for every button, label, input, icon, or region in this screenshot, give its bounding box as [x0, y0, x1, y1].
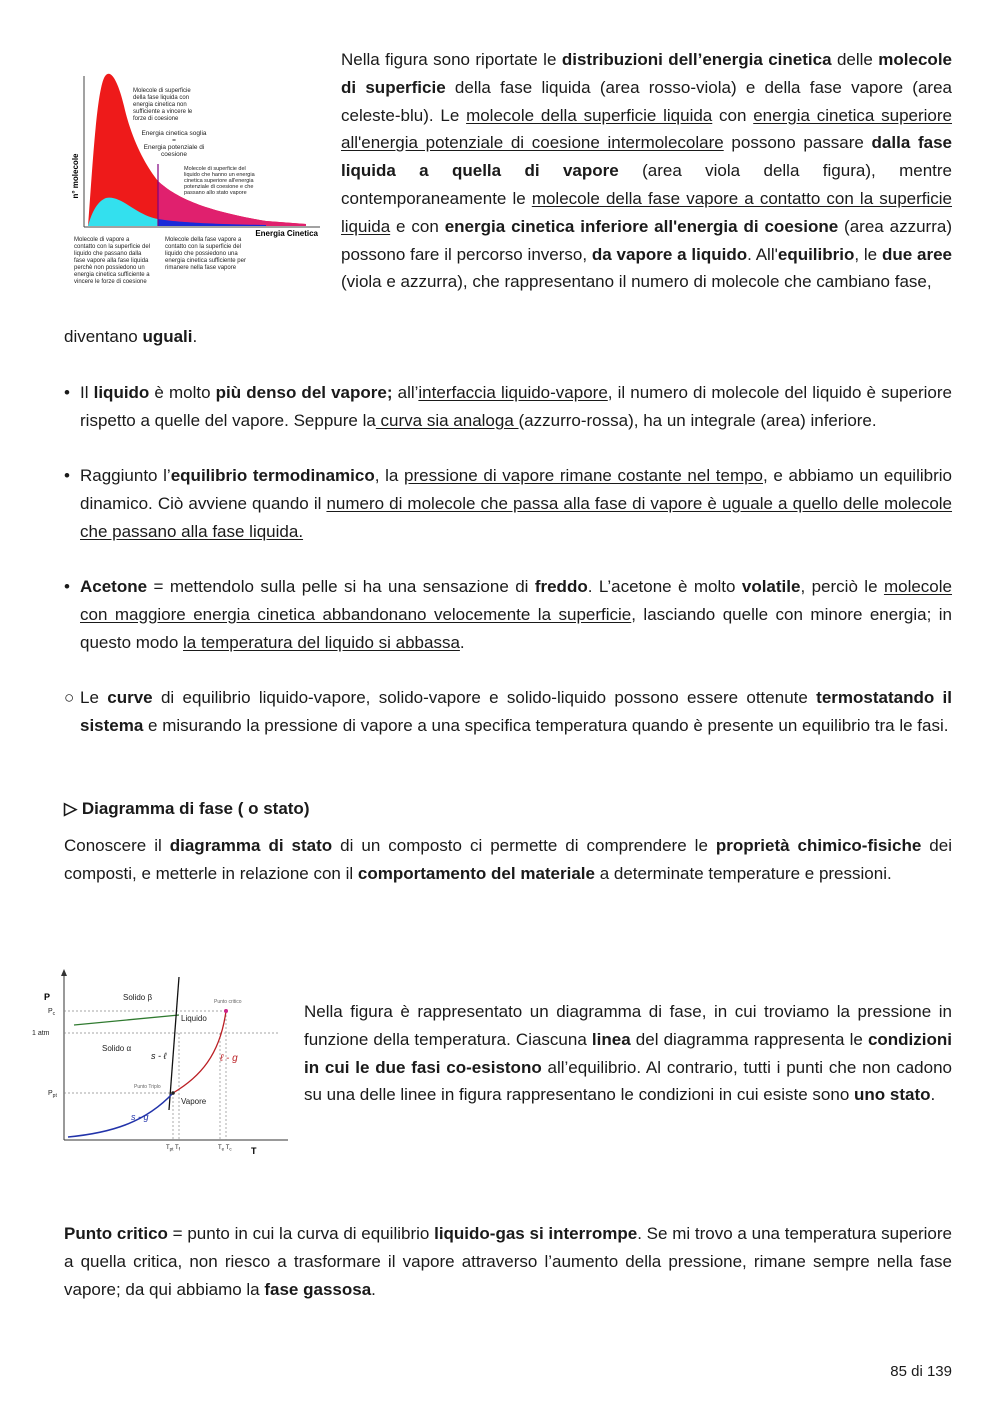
fig2-solido-beta: Solido β [123, 993, 153, 1002]
svg-text:energia cinetica sufficiente p: energia cinetica sufficiente per [165, 258, 246, 264]
svg-text:passano allo stato vapore: passano allo stato vapore [184, 190, 247, 196]
svg-text:liquido che hanno un energia: liquido che hanno un energia [184, 172, 255, 178]
phase-diagram-description: Nella figura è rappresentato un diagramma di fase, in cui troviamo la pressione in funzione della temperatura. Ciascuna linea del diagramma rappresenta le condizioni in cui le due fasi co-esistono all’equilibrio. Al contrario, tutti i punti che non cadono su una delle linee in figura rappresentano le condizioni in cui esiste sono uno stato. [304, 1002, 952, 1105]
svg-text:fase vapore alla fase liquida: fase vapore alla fase liquida [74, 258, 149, 264]
svg-text:liquido che passano dalla: liquido che passano dalla [74, 251, 142, 257]
fig2-t-axis: T [251, 1146, 257, 1156]
fig1-annot-bottom-left [74, 237, 150, 285]
fig2-l-g-label: ℓ - g [220, 1053, 238, 1064]
svg-text:della fase liquida con: della fase liquida con [133, 95, 190, 101]
circle-bullet-symbol: ○ [64, 688, 75, 707]
svg-text:energia cinetica sufficiente a: energia cinetica sufficiente a [74, 272, 150, 278]
svg-text:Energia cinetica soglia: Energia cinetica soglia [141, 130, 207, 137]
svg-text:vincere le forze di coesione: vincere le forze di coesione [74, 279, 147, 285]
fig1-ylabel: n° molecole [71, 153, 80, 199]
fig1-annot-top [133, 88, 193, 122]
fig2-tpt-tf-label: $T_{pt}$ $T_f$ [166, 1145, 180, 1152]
critical-point-paragraph: Punto critico = punto in cui la curva di equilibrio liquido-gas si interrompe. Se mi trovo a una temperatura superiore a quella critica, non riesco a trasformare il vapore attraverso l’aumento della pressione, rimane sempre nella fase vapore; da qui abbiamo la fase gassosa. [64, 1224, 952, 1299]
bullet-equilibrium-curves: Le curve di equilibrio liquido-vapore, solido-vapore e solido-liquido possono essere ottenute termostatando il sistema e misurando la pressione di vapore a una specifica temperatura quando è presente un equilibrio tra le fasi. [80, 688, 952, 735]
bullet-symbol: • [64, 577, 70, 596]
svg-text:contatto con la superficie del: contatto con la superficie del [165, 244, 242, 250]
fig2-liquido: Liquido [181, 1014, 207, 1023]
svg-text:Molecole della fase vapore a: Molecole della fase vapore a [165, 237, 242, 243]
page-number: 85 di 139 [890, 1363, 952, 1380]
fig2-s-g-label: s - g [131, 1112, 149, 1122]
bullet-liquid-density: Il liquido è molto più denso del vapore; all’interfaccia liquido-vapore, il numero di molecole del liquido è superiore rispetto a quelle del vapore. Seppure la curva sia analoga (azzurro-rossa), ha un integrale (area) inferiore. [80, 383, 952, 430]
fig1-annot-mid [141, 130, 206, 158]
svg-text:Molecole di vapore a: Molecole di vapore a [74, 237, 130, 243]
fig2-punto-critico: Punto critico [214, 999, 242, 1005]
section-heading-text: Diagramma di fase ( o stato) [81, 799, 310, 818]
bullet-acetone: Acetone = mettendolo sulla pelle si ha una sensazione di freddo. L’acetone è molto volatile, perciò le molecole con maggiore energia cinetica abbandonano velocemente la superficie, lasciando quelle con minore energia; in questo modo la temperatura del liquido si abbassa. [80, 577, 952, 652]
fig2-p-axis: P [44, 992, 51, 1002]
fig1-xlabel: Energia Cinetica [255, 229, 318, 238]
energy-distribution-figure [66, 46, 324, 291]
fig1-annot-bottom-right [165, 237, 246, 271]
svg-text:Molecole di superficie: Molecole di superficie [133, 88, 191, 94]
bullet-symbol: • [64, 383, 70, 402]
svg-text:=: = [172, 137, 176, 144]
fig2-s-l-label: s - ℓ [151, 1051, 167, 1061]
energy-distribution-paragraph: Nella figura sono riportate le distribuzioni dell’energia cinetica delle molecole di superficie della fase liquida (area rosso-viola) e della fase vapore (area celeste-blu). Le molecole della superficie liquida con energia cinetica superiore all'energia potenziale di coesione intermolecolare possono passare dalla fase liquida a quella di vapore (area viola della figura), mentre contemporaneamente le molecole della fase vapore a contatto con la superficie liquida e con energia cinetica inferiore all'energia di coesione (area azzurra) possono fare il percorso inverso, da vapore a liquido. All'equilibrio, le due aree (viola e azzurra), che rappresentano il numero di molecole che cambiano fase, [341, 50, 952, 292]
svg-text:cinetica superiore all'energia: cinetica superiore all'energia [184, 178, 254, 184]
svg-text:rimanere nella fase vapore: rimanere nella fase vapore [165, 265, 237, 271]
fig2-ppt-label: $P_{pt}$ [48, 1090, 57, 1099]
svg-text:potenziale di coesione e che: potenziale di coesione e che [184, 184, 254, 190]
fig2-te-tc-label: $T_e$ $T_c$ [218, 1145, 232, 1152]
svg-text:sufficiente a vincere le: sufficiente a vincere le [133, 109, 193, 115]
svg-text:Molecole di superficie del: Molecole di superficie del [184, 166, 246, 172]
svg-text:contatto con la superficie del: contatto con la superficie del [74, 244, 151, 250]
svg-text:perchè non possiedono un: perchè non possiedono un [74, 265, 145, 271]
fig2-pc-label: $P_c$ [48, 1008, 56, 1017]
bullet-symbol: • [64, 466, 70, 485]
triangle-icon: ▷ [64, 799, 78, 818]
section-heading [64, 796, 309, 822]
svg-text:forze di coesione: forze di coesione [133, 116, 179, 122]
phase-diagram-intro-paragraph: Conoscere il diagramma di stato di un composto ci permette di comprendere le proprietà chimico-fisiche dei composti, e metterle in relazione con il comportamento del materiale a determinate temperature e pressioni. [64, 836, 952, 883]
svg-text:liquido che possiedono una: liquido che possiedono una [165, 251, 238, 257]
bullet-thermodynamic-equilibrium: Raggiunto l’equilibrio termodinamico, la pressione di vapore rimane costante nel tempo, e abbiamo un equilibrio dinamico. Ciò avviene quando il numero di molecole che passa alla fase di vapore è uguale a quello delle molecole che passano alla fase liquida. [80, 466, 953, 541]
energy-distribution-paragraph-end: diventano uguali. [64, 327, 198, 346]
svg-text:energia cinetica non: energia cinetica non [133, 102, 187, 108]
fig2-one-atm-label: 1 atm [32, 1030, 50, 1037]
svg-text:Energia potenziale di: Energia potenziale di [143, 144, 205, 151]
phase-diagram-figure [30, 965, 292, 1160]
fig2-solido-alpha: Solido α [102, 1044, 132, 1053]
fig2-vapore: Vapore [181, 1097, 207, 1106]
fig1-annot-right [184, 166, 256, 196]
fig2-punto-triplo: Punto Triplo [134, 1084, 161, 1090]
svg-text:coesione: coesione [160, 151, 188, 158]
